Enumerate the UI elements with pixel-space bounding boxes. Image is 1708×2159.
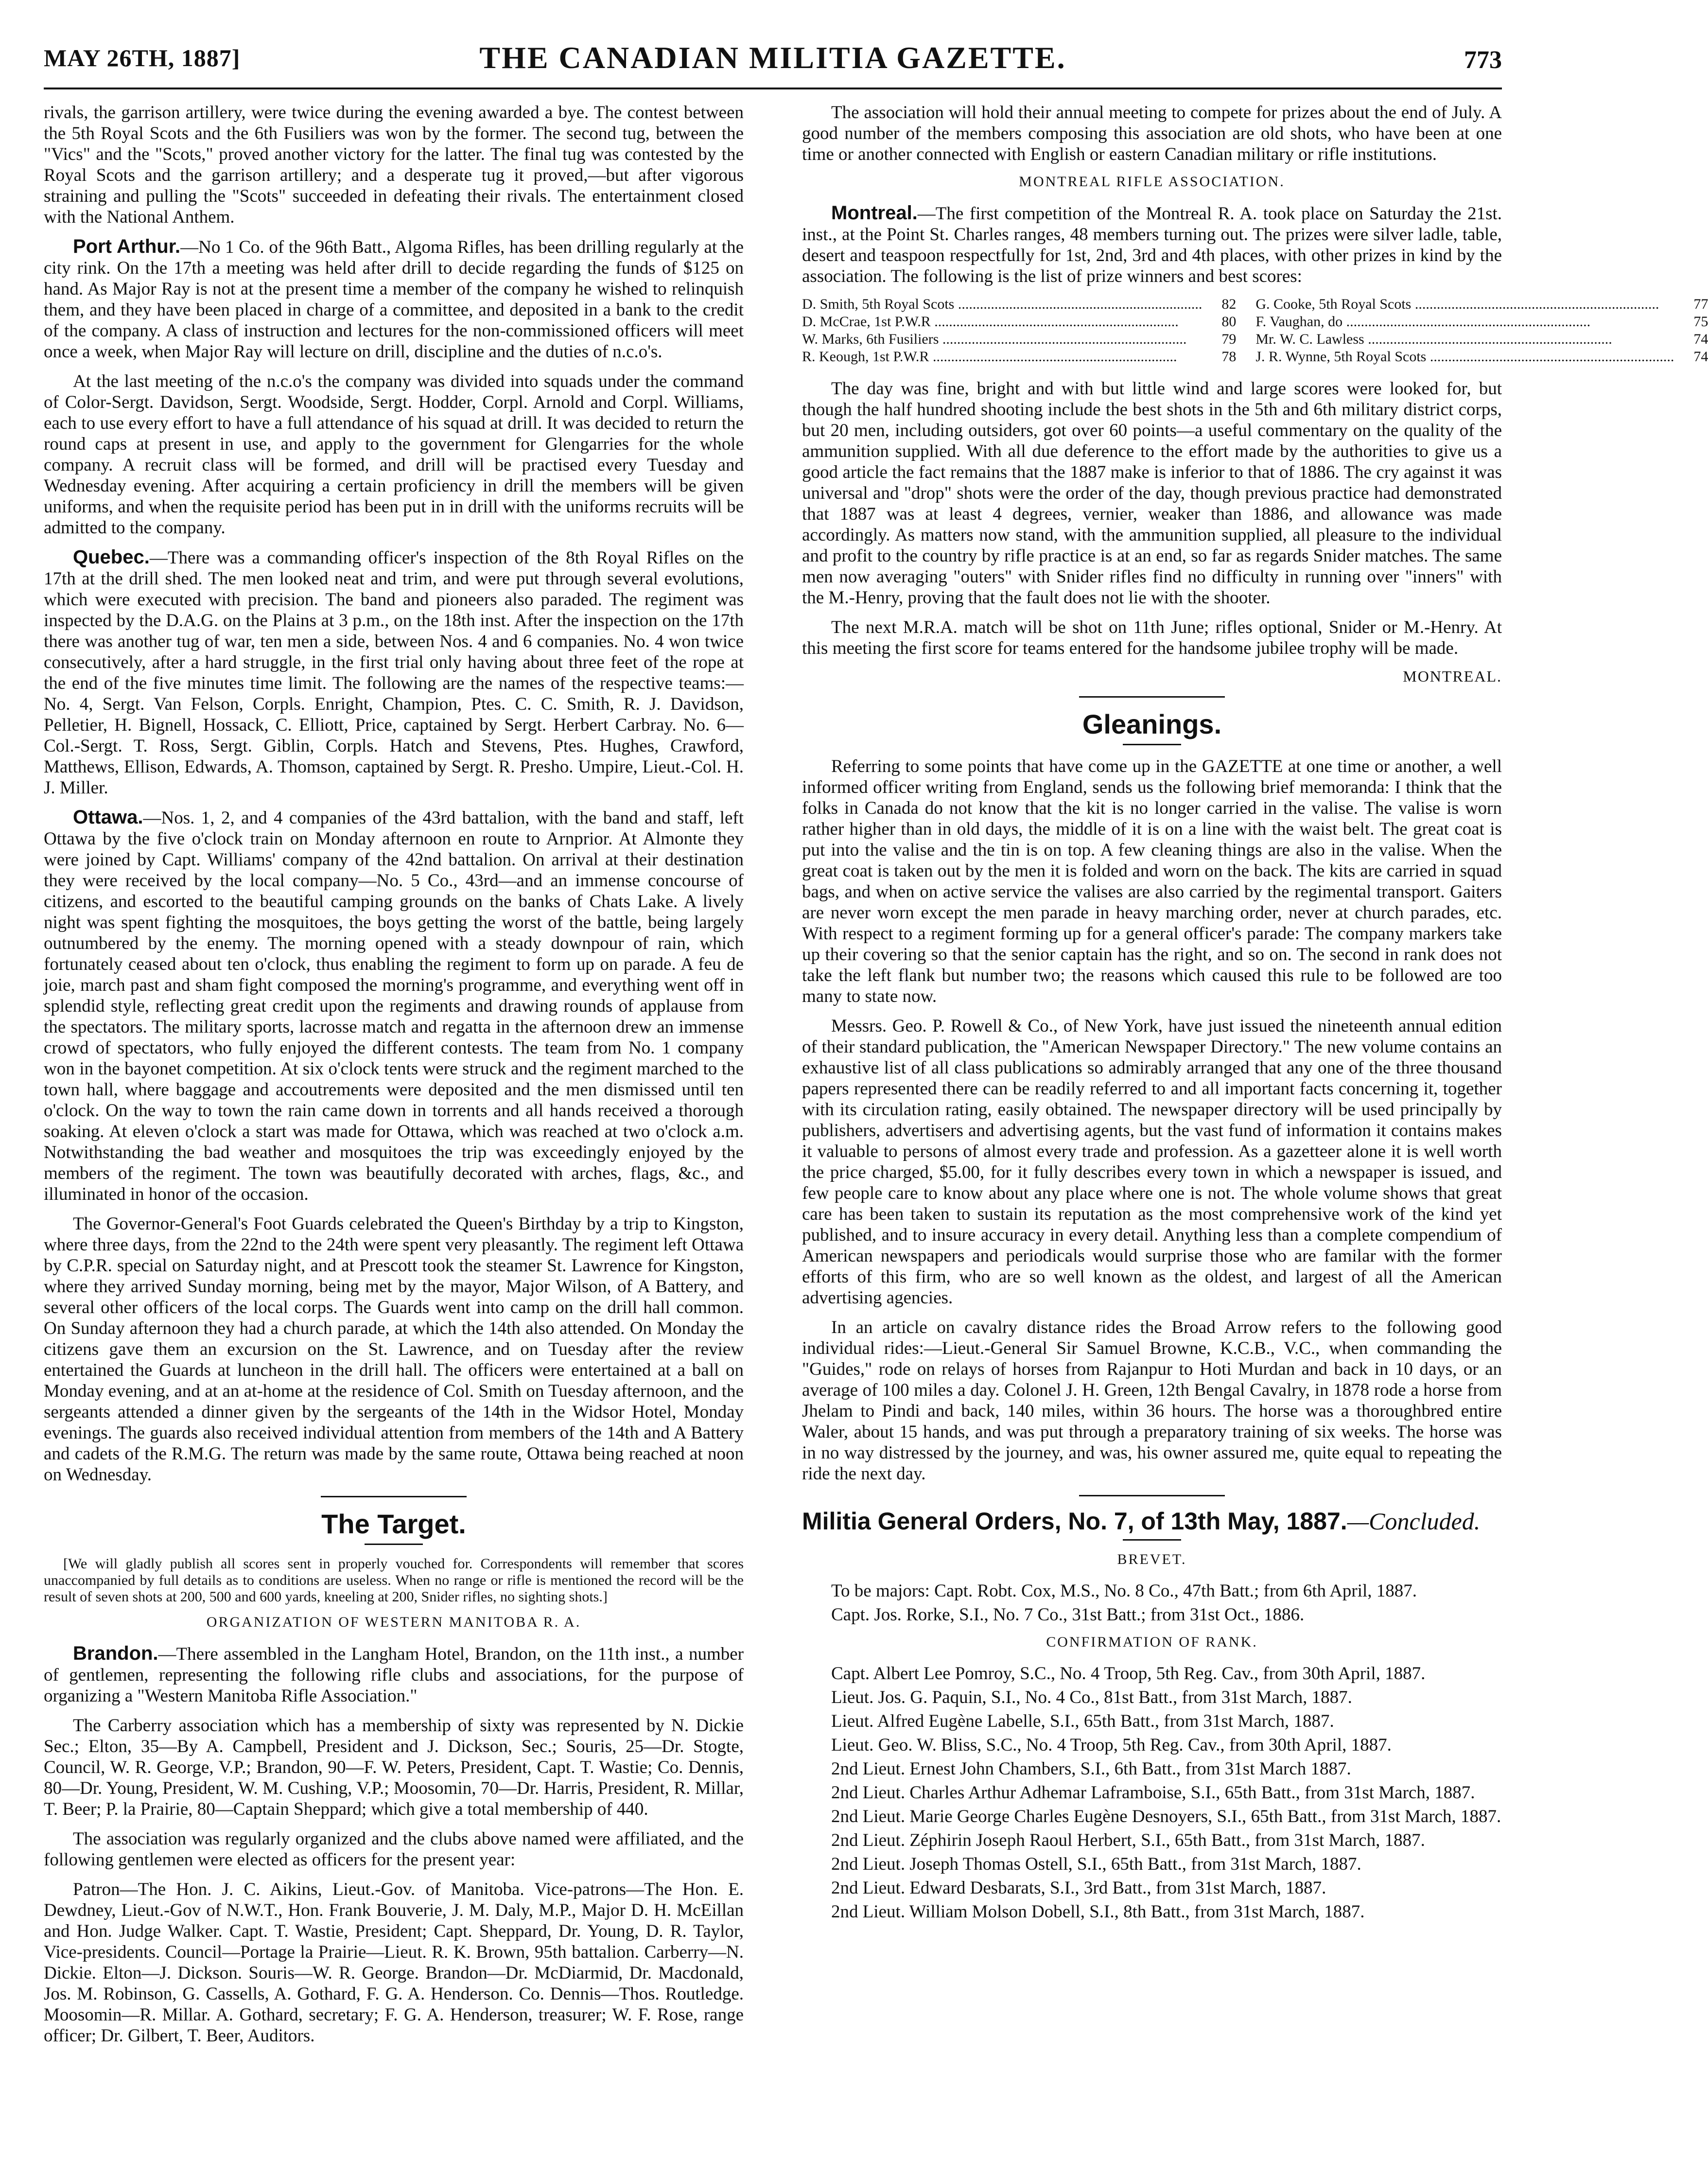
page-header [44,34,1502,89]
shooter-name: Mr. W. C. Lawless ..... [1255,331,1674,348]
score-row [1255,313,1708,331]
quebec-lead: Quebec. [73,546,150,568]
port-arthur-paragraph-2: At the last meeting of the n.c.o's the company was divided into squads under the command of Color-Sergt. Davidson, Sergt. Woodside, Sergt. Hodder, Corpl. Arnold and Corpl. Williams, each to use every effort to have a full attendance of his squad at drill. It was decided to return the round caps at present in use, and apply to the government for Glengarries for the whole company. A recruit class will be formed, and drill will be practised every Tuesday and Wednesday evening. After acquiring a certain proficiency in drill the members will be given uniforms, and when the requisite period has been put in in drill with the uniforms recruits will be admitted to the company. [44,371,744,538]
score-row [802,313,1236,331]
shooter-score: 75 [1693,314,1708,330]
quebec-text: —There was a commanding officer's inspection of the 8th Royal Rifles on the 17th at the drill shed. The men looked neat and trim, and were put through several evolutions, which were executed with precision. The band and pioneers also paraded. The regiment was inspected by the D.A.G. on the Plains at 3 p.m., on the 18th inst. After the inspection on the 17th there was another tug of war, ten men a side, between Nos. 4 and 6 companies. No. 4 won twice consecutively, after a hard struggle, in the first trial only having about three feet of the rope at the end of the five minutes time limit. The following are the names of the respective teams:—No. 4, Sergt. Van Felson, Corpls. Enright, Champion, Ptes. C. C. Smith, R. J. Davidson, Pelletier, H. Bignell, Hossack, C. Elliott, Price, captained by Sergt. Herbert Carbray. No. 6—Col.-Sergt. T. Ross, Sergt. Giblin, Corpls. Hatch and Stevens, Ptes. Hughes, Crawford, Matthews, Ellison, Edwards, A. Thomson, captained by Sergt. R. Presho. Umpire, Lieut.-Col. H. J. Miller. [44,548,744,798]
shooter-score: 78 [1221,349,1237,365]
shooter-score: 79 [1221,331,1237,347]
gleanings-paragraph-2: Messrs. Geo. P. Rowell & Co., of New York, have just issued the nineteenth annual edition of their standard publication, the "American Newspaper Directory." The new volume contains an exhaustive list of all class publications so admirably arranged that any one of the three thousand papers represented there can be readily referred to and all important facts concerning it, together with its circulation rating, easily obtained. The newspaper directory will be used principally by publishers, advertisers and advertising agents, but the vast fund of information it contains makes it valuable to persons of almost every trade and profession. As a gazetteer alone it is well worth the price charged, $5.00, for it fully describes every town in which a newspaper is issued, and few people care to know about any place where one is not. The whole volume shows that great care has been taken to sustain its reputation as the most comprehensive work of the kind yet published, and to insure accuracy in every detail. Anything less than a complete compendium of American newspapers and periodicals would surprise those who are familar with the former efforts of this firm, who are so well known as the oldest, and largest of all the American advertising agencies. [802,1016,1502,1308]
score-column-left [802,296,1236,366]
general-orders-concluded: —Concluded. [1347,1508,1481,1535]
shooter-name: R. Keough, 1st P.W.R ..... [802,348,1202,366]
montreal-text: —The first competition of the Montreal R. A. took place on Saturday the 21st. inst., at the Point St. Charles ranges, 48 members turning out. The prizes were silver ladle, table, desert and teaspoon respectfully for 1st, 2nd, 3rd and 4th places, with other prizes in kind by the association. The following is the list of prize winners and best scores: [802,204,1502,286]
shooter-name: J. R. Wynne, 5th Royal Scots ..... [1255,348,1674,366]
score-row [1255,296,1708,313]
association-meeting-paragraph: The association will hold their annual meeting to compete for prizes about the end of July. A good number of the members composing this association are old shots, who have been at one time or another connected with English or eastern Canadian military or rifle institutions. [802,103,1502,164]
section-rule-short [365,1544,423,1545]
confirmation-entry: Lieut. Jos. G. Paquin, S.I., No. 4 Co., 81st Batt., from 31st March, 1887. [831,1687,1352,1707]
score-row [802,296,1236,313]
left-column [44,102,744,2055]
shooter-score: 74 [1693,331,1708,347]
section-rule [321,1496,467,1497]
score-row [1255,348,1708,366]
general-orders-title-text: Militia General Orders, No. 7, of 13th May, 1887. [802,1508,1347,1535]
confirmation-entry: 2nd Lieut. Ernest John Chambers, S.I., 6th Batt., from 31st March 1887. [831,1759,1351,1779]
shooter-name: G. Cooke, 5th Royal Scots ..... [1255,296,1674,313]
montreal-signature: MONTREAL. [1403,667,1502,685]
ottawa-paragraph-2: The Governor-General's Foot Guards celebrated the Queen's Birthday by a trip to Kingston, where three days, from the 22nd to the 24th were spent very pleasantly. The regiment left Ottawa by C.P.R. special on Saturday night, and at Prescott took the steamer St. Lawrence for Kingston, where they arrived Sunday morning, being met by the mayor, Major Wilson, of A Battery, and several other officers of the local corps. The Guards went into camp on the drill hall common. On Sunday afternoon they had a church parade, at which the 14th also attended. On Monday the citizens gave them an excursion on the St. Lawrence, and on Tuesday after the review entertained the Guards at luncheon in the drill hall. The officers were entertained at a ball on Monday evening, and at an at-home at the residence of Col. Smith on Tuesday afternoon, and the sergeants attended a dinner given by the sergeants of the 14th in the Widsor Hotel, Monday evenings. The guards also received individual attention from members of the 14th and A Battery and cadets of the R.M.G. The return was made by the same route, Ottawa being reached at noon on Wednesday. [44,1214,744,1485]
shooter-score: 74 [1693,349,1708,365]
ottawa-paragraph [44,807,744,1205]
shooter-score: 82 [1221,296,1237,312]
confirmation-entry: 2nd Lieut. Zéphirin Joseph Raoul Herbert, S.I., 65th Batt., from 31st March, 1887. [831,1830,1425,1850]
brandon-paragraph-2: The Carberry association which has a membership of sixty was represented by N. Dickie Sec.; Elton, 35—By A. Campbell, President and J. Dickson, Sec.; Souris, 25—Dr. Stogte, Council, W. R. George, V.P.; Brandon, 90—F. W. Peters, President, Capt. T. Wastie; Co. Dennis, 80—Dr. Young, President, W. M. Cushing, V.P.; Moosomin, 70—Dr. Harris, President, R. Millar, T. Beer; P. la Prairie, 80—Captain Sheppard; which give a total membership of 440. [44,1716,744,1819]
target-editor-note: [We will gladly publish all scores sent in properly vouched for. Correspondents will remember that scores unaccompanied by full details as to conditions are useless. When no range or rifle is mentioned the record will be the result of seven shots at 200, 500 and 600 yards, kneeling at 200, Snider rifles, no sighting shots.] [44,1556,744,1605]
ottawa-text: —Nos. 1, 2, and 4 companies of the 43rd battalion, with the band and staff, left Ottawa by the five o'clock train on Monday afternoon en route to Arnprior. At Almonte they were joined by Capt. Williams' company of the 42nd battalion. On arrival at their destination they were received by the local company—No. 5 Co., 43rd—and an immense concourse of citizens, and escorted to the beautiful camping grounds on the banks of Chats Lake. A lively night was spent fighting the mosquitoes, the boys getting the worst of the battle, being largely outnumbered by the enemy. The morning opened with a steady downpour of rain, which fortunately ceased about ten o'clock, thus enabling the regiment to form up on parade. A feu de joie, march past and sham fight composed the morning's programme, and everything went off in splendid style, reflecting great credit upon the regiments and drawing rounds of applause from the spectators. The military sports, lacrosse match and regatta in the afternoon drew an immense crowd of spectators, who fully enjoyed the different contests. The team from No. 1 company won in the bayonet competition. At six o'clock tents were struck and the regiment marched to the town hall, where baggage and accoutrements were deposited and the men dismissed until ten o'clock. On the way to town the rain came down in torrents and all hands received a thorough soaking. At eleven o'clock a start was made for Ottawa, which was reached at two o'clock a.m. Notwithstanding the bad weather and mosquitoes the trip was exceedingly enjoyed by the members of the regiment. The town was beautifully decorated with arches, flags, &c., and illuminated in honor of the occasion. [44,808,744,1204]
montreal-paragraph-3: The next M.R.A. match will be shot on 11th June; rifles optional, Snider or M.-Henry. At this meeting the first score for teams entered for the handsome jubilee trophy will be made. [802,617,1502,658]
right-column [802,102,1708,1925]
brevet-heading: BREVET. [1117,1551,1187,1567]
confirmation-entry: Lieut. Geo. W. Bliss, S.C., No. 4 Troop, 5th Reg. Cav., from 30th April, 1887. [831,1735,1392,1755]
shooter-score: 77 [1693,296,1708,312]
section-rule-short [1123,744,1181,745]
confirmation-entry: 2nd Lieut. Marie George Charles Eugène Desnoyers, S.I., 65th Batt., from 31st March, 1887. [831,1807,1501,1826]
gazette-page [44,34,1708,2139]
shooter-name: D. Smith, 5th Royal Scots ..... [802,296,1202,313]
issue-date: MAY 26TH, 1887] [44,44,241,71]
port-arthur-text: —No 1 Co. of the 96th Batt., Algoma Rifles, has been drilling regularly at the city rink. On the 17th a meeting was held after drill to decide regarding the funds of $125 on hand. As Major Ray is not at the present time a member of the company he wished to relinquish them, and they have been placed in charge of a committee, and deposited in a bank to the credit of the company. A class of instruction and lectures for the non-commissioned officers will meet once a week, when Major Ray will lecture on drill, discipline and the duties of n.c.o's. [44,237,744,362]
gleanings-section-title: Gleanings. [1082,709,1222,739]
gleanings-paragraph-1: Referring to some points that have come up in the GAZETTE at one time or another, a well informed officer writing from England, sends us the following brief memoranda: I think that the folks in Canada do not know that the kit is no longer carried in the valise. The valise is worn rather higher than in old days, the middle of it is on a line with the waist belt. The great coat is put into the valise and the tin is on top. A few cleaning things are also in the valise. When the great coat is taken out by the men it is folded and worn on the back. The kits are carried in squad bags, and when on active service the valises are also carried by the regimental transport. Gaiters are never worn except the men parade in heavy marching order, never at church parades, etc. With respect to a regiment forming up for a general officer's parade: The company markers take up their covering so that the senior captain has the right, and so on. The second in rank does not take the left flank but number two; the reasons which caused this rule to be followed are too many to state now. [802,756,1502,1006]
score-row [802,331,1236,348]
manitoba-heading: ORGANIZATION OF WESTERN MANITOBA R. A. [206,1614,581,1630]
page-number: 773 [1464,46,1502,74]
montreal-rifle-association-heading: MONTREAL RIFLE ASSOCIATION. [1019,174,1285,190]
confirmation-entry: 2nd Lieut. Edward Desbarats, S.I., 3rd Batt., from 31st March, 1887. [831,1878,1326,1898]
section-rule-short [1123,1539,1181,1541]
montreal-paragraph [802,203,1502,287]
confirmation-entry: 2nd Lieut. William Molson Dobell, S.I., 8th Batt., from 31st March, 1887. [831,1902,1365,1922]
brevet-entry: To be majors: Capt. Robt. Cox, M.S., No. 8 Co., 47th Batt.; from 6th April, 1887. [831,1581,1417,1601]
shooter-name: W. Marks, 6th Fusiliers ..... [802,331,1202,348]
port-arthur-paragraph [44,236,744,362]
confirmation-entry: 2nd Lieut. Charles Arthur Adhemar Laframboise, S.I., 65th Batt., from 31st March, 1887. [831,1783,1475,1803]
brandon-paragraph-3: The association was regularly organized and the clubs above named were affiliated, and the following gentlemen were elected as officers for the present year: [44,1829,744,1870]
section-rule [1079,696,1225,698]
brandon-paragraph [44,1643,744,1706]
score-column-right [1255,296,1708,366]
montreal-lead: Montreal. [831,202,918,224]
confirmation-entry: 2nd Lieut. Joseph Thomas Ostell, S.I., 65th Batt., from 31st March, 1887. [831,1854,1361,1874]
score-table [802,296,1708,366]
masthead-title: THE CANADIAN MILITIA GAZETTE. [479,40,1066,75]
confirmation-of-rank-heading: CONFIRMATION OF RANK. [1046,1634,1258,1650]
brandon-lead: Brandon. [73,1643,158,1664]
brandon-text: —There assembled in the Langham Hotel, Brandon, on the 11th inst., a number of gentlemen, representing the following rifle clubs and associations, for the purpose of organizing a "Western Manitoba Rifle Association." [44,1644,744,1706]
confirmation-entry: Lieut. Alfred Eugène Labelle, S.I., 65th Batt., from 31st March, 1887. [831,1711,1334,1731]
brevet-entry: Capt. Jos. Rorke, S.I., No. 7 Co., 31st Batt.; from 31st Oct., 1886. [831,1605,1305,1625]
montreal-paragraph-2: The day was fine, bright and with but little wind and large scores were looked for, but though the half hundred shooting include the best shots in the 5th and 6th military district corps, but 20 men, including outsiders, got over 60 points—a useful commentary on the quality of the ammunition supplied. With all due deference to the effort made by the authorities to give us a good article the fact remains that the 1887 make is inferior to that of 1886. The cry against it was universal and "drop" shots were the order of the day, though previous practice had demonstrated that 1887 was at least 4 degrees, vernier, weaker than 1886, and allowance was made accordingly. As matters now stand, with the ammunition supplied, all pleasure to the individual and profit to the country by rifle practice is at an end, so far as regards Snider matches. The same men now averaging "outers" with Snider rifles find no difficulty in running over "inners" with the M.-Henry, proving that the fault does not lie with the shooter. [802,379,1502,608]
section-rule [1079,1495,1225,1496]
port-arthur-lead: Port Arthur. [73,236,181,257]
shooter-score: 80 [1221,314,1237,330]
brandon-paragraph-4: Patron—The Hon. J. C. Aikins, Lieut.-Gov. of Manitoba. Vice-patrons—The Hon. E. Dewdney, Lieut.-Gov of N.W.T., Hon. Frank Bouverie, J. M. Daly, M.P., Major D. H. McEillan and Hon. Judge Walker. Capt. T. Wastie, President; Capt. Sheppard, Dr. Young, D. R. Taylor, Vice-presidents. Council—Portage la Prairie—Lieut. R. K. Brown, 95th battalion. Carberry—N. Dickie. Elton—J. Dickson. Souris—W. R. George. Brandon—Dr. McDiarmid, Dr. Macdonald, Jos. M. Robinson, G. Cassells, A. Gothard, F. G. A. Henderson. Co. Dennis—Thos. Routledge. Moosomin—R. Millar. A. Gothard, secretary; F. G. A. Henderson, treasurer; W. F. Rose, range officer; Dr. Gilbert, T. Beer, Auditors. [44,1879,744,2046]
score-row [802,348,1236,366]
score-row [1255,331,1708,348]
ottawa-lead: Ottawa. [73,807,143,828]
target-section-title: The Target. [321,1509,466,1539]
quebec-paragraph [44,547,744,798]
shooter-name: D. McCrae, 1st P.W.R ..... [802,313,1202,331]
confirmation-entry: Capt. Albert Lee Pomroy, S.C., No. 4 Troop, 5th Reg. Cav., from 30th April, 1887. [831,1664,1426,1684]
gleanings-paragraph-3: In an article on cavalry distance rides the Broad Arrow refers to the following good individual rides:—Lieut.-General Sir Samuel Browne, K.C.B., V.C., when commanding the "Guides," rode on relays of horses from Rajanpur to Hoti Murdan and back in 10 days, or an average of 100 miles a day. Colonel J. H. Green, 12th Bengal Cavalry, in 1878 rode a horse from Jhelam to Pindi and back, 140 miles, within 36 hours. The horse was a thoroughbred entire Waler, about 15 hands, and was put through a preparatory training of six weeks. The horse was in no way distressed by the journey, and was, his owner assured me, quite equal to repeating the ride the next day. [802,1317,1502,1484]
general-orders-title [802,1507,1502,1535]
tug-of-war-paragraph: rivals, the garrison artillery, were twice during the evening awarded a bye. The contest between the 5th Royal Scots and the 6th Fusiliers was won by the former. The second tug, between the "Vics" and the "Scots," proved another victory for the latter. The final tug was contested by the Royal Scots and the garrison artillery; and a desperate tug it proved,—but after vigorous straining and pulling the "Scots" succeeded in defeating their rivals. The entertainment closed with the National Anthem. [44,103,744,227]
shooter-name: F. Vaughan, do ..... [1255,313,1674,331]
